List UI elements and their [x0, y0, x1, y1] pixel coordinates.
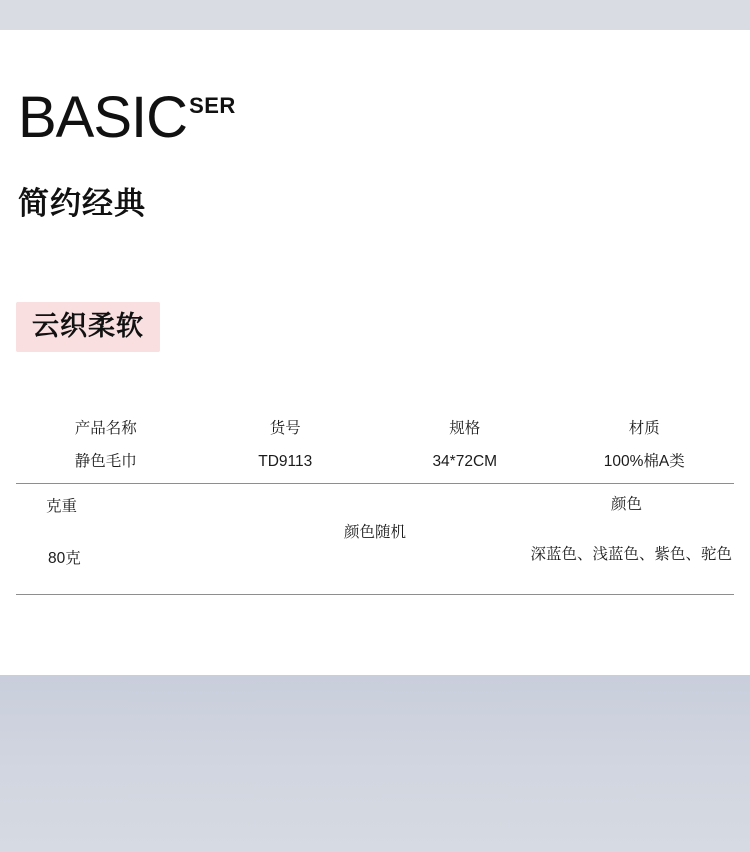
highlight-badge — [16, 302, 160, 352]
table-divider-bottom — [16, 594, 734, 595]
spec-header-cell: 产品名称 — [74, 420, 137, 437]
spec-second-block — [16, 484, 734, 596]
spec-header-cell: 规格 — [449, 420, 481, 437]
brand-name: BASIC — [18, 85, 188, 150]
spec-value-cell: 静色毛巾 — [74, 453, 137, 470]
brand-logo — [18, 85, 236, 150]
spec-header-row — [16, 412, 734, 448]
weight-value: 80克 — [48, 550, 81, 567]
spec-value-cell: TD9113 — [258, 453, 313, 470]
spec-value-row — [16, 448, 734, 483]
spec-value-cell: 100%棉A类 — [603, 453, 685, 470]
spec-table — [16, 412, 734, 596]
weight-label: 克重 — [46, 498, 78, 515]
spec-value-cell: 34*72CM — [432, 453, 498, 470]
top-background-strip — [0, 0, 750, 30]
color-random-note: 颜色随机 — [343, 524, 406, 541]
spec-header-cell: 货号 — [269, 420, 301, 437]
content-card — [0, 30, 750, 675]
spec-header-cell: 材质 — [628, 420, 660, 437]
color-label: 颜色 — [610, 496, 642, 513]
color-value: 深蓝色、浅蓝色、紫色、驼色 — [530, 546, 732, 563]
brand-superscript: SER — [189, 93, 236, 118]
highlight-badge-label: 云织柔软 — [32, 311, 144, 341]
bottom-background-band — [0, 675, 750, 852]
brand-subtitle: 简约经典 — [18, 186, 146, 221]
